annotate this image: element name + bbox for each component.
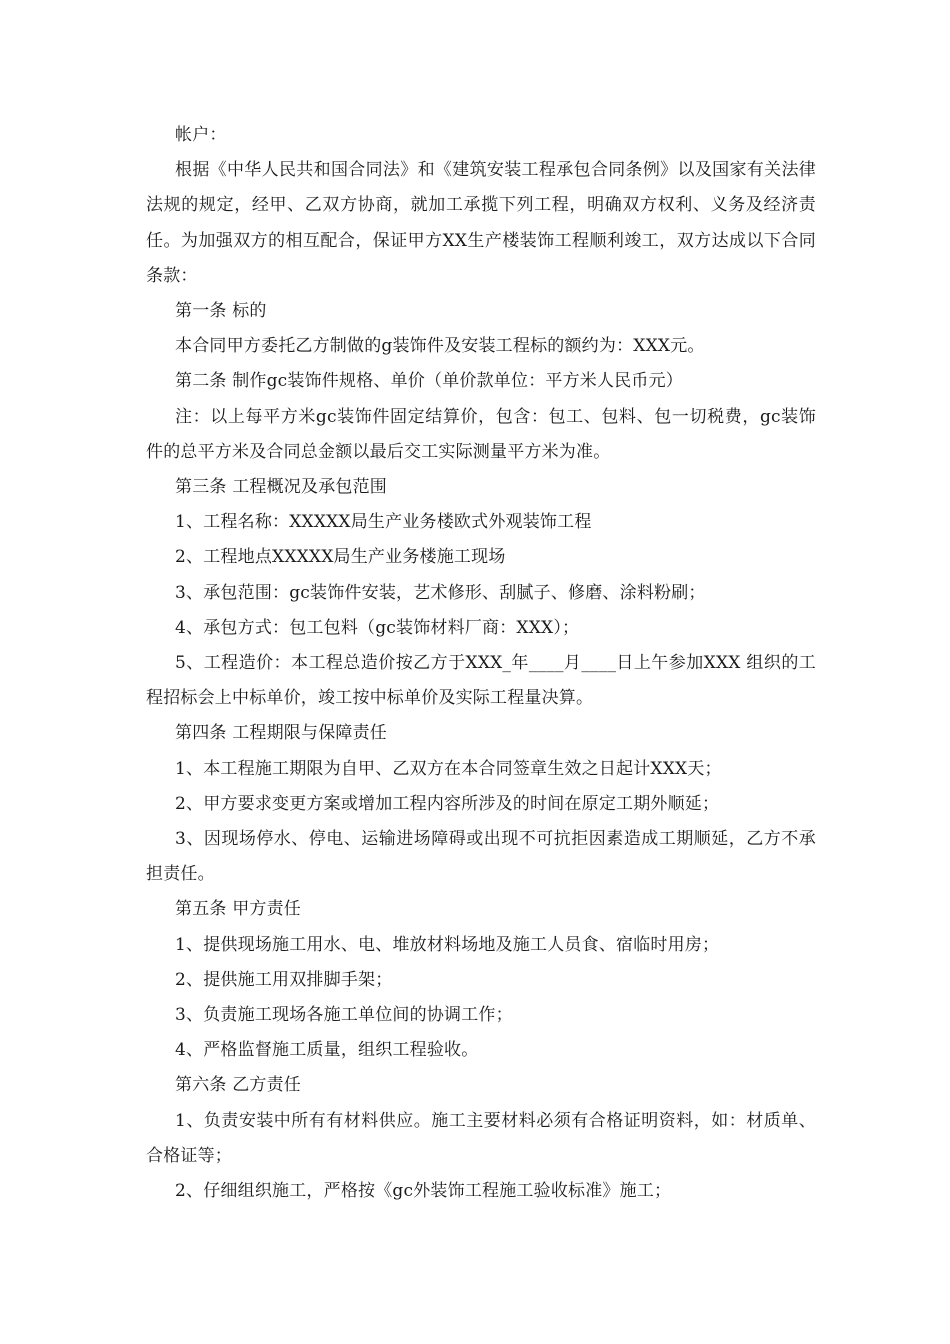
account-line: 帐户： (175, 125, 227, 145)
article-5-item-4: 4、严格监督施工质量，组织工程验收。 (175, 1040, 479, 1061)
article-3-item-1: 1、工程名称：XXXXX局生产业务楼欧式外观装饰工程 (175, 512, 592, 533)
document-body (146, 118, 816, 1209)
article-4-heading: 第四条 工程期限与保障责任 (175, 723, 388, 744)
article-1-text: 本合同甲方委托乙方制做的g装饰件及安装工程标的额约为：XXX元。 (175, 336, 705, 357)
article-3-item-4: 4、承包方式：包工包料（gc装饰材料厂商：XXX）； (175, 617, 580, 638)
article-3-item-5: 5、工程造价：本工程总造价按乙方于XXX_年____月____日上午参加XXX 组织的工程招标会上中标单价，竣工按中标单价及实际工程量决算。 (146, 653, 816, 709)
article-1-heading: 第一条 标的 (175, 301, 267, 322)
article-4-item-3: 3、因现场停水、停电、运输进场障碍或出现不可抗拒因素造成工期顺延，乙方不承担责任。 (146, 829, 816, 885)
article-3-heading: 第三条 工程概况及承包范围 (175, 477, 388, 498)
article-3-item-3: 3、承包范围：gc装饰件安装，艺术修形、刮腻子、修磨、涂料粉刷； (175, 582, 706, 603)
article-4-item-2: 2、甲方要求变更方案或增加工程内容所涉及的时间在原定工期外顺延； (175, 793, 720, 814)
article-5-heading: 第五条 甲方责任 (175, 899, 302, 920)
article-6-item-1: 1、负责安装中所有有材料供应。施工主要材料必须有合格证明资料，如：材质单、合格证等； (146, 1110, 816, 1166)
article-2-heading: 第二条 制作gc装饰件规格、单价（单价款单位：平方米人民币元） (175, 371, 684, 392)
article-4-item-1: 1、本工程施工期限为自甲、乙双方在本合同签章生效之日起计XXX天； (175, 758, 722, 779)
article-6-item-2: 2、仔细组织施工，严格按《gc外装饰工程施工验收标准》施工； (175, 1181, 672, 1202)
article-2-note: 注：以上每平方米gc装饰件固定结算价，包含：包工、包料、包一切税费，gc装饰件的总平方米及合同总金额以最后交工实际测量平方米为准。 (146, 406, 816, 462)
article-5-item-3: 3、负责施工现场各施工单位间的协调工作； (175, 1005, 513, 1026)
article-5-item-1: 1、提供现场施工用水、电、堆放材料场地及施工人员食、宿临时用房； (175, 934, 720, 955)
article-3-item-2: 2、工程地点XXXXX局生产业务楼施工现场 (175, 547, 506, 568)
preamble-paragraph: 根据《中华人民共和国合同法》和《建筑安装工程承包合同条例》以及国家有关法律法规的规定，经甲、乙双方协商，就加工承揽下列工程，明确双方权利、义务及经济责任。为加强双方的相互配合，保证甲方XX生产楼装饰工程顺利竣工，双方达成以下合同条款： (146, 160, 816, 286)
article-6-heading: 第六条 乙方责任 (175, 1075, 302, 1096)
article-5-item-2: 2、提供施工用双排脚手架； (175, 969, 393, 990)
